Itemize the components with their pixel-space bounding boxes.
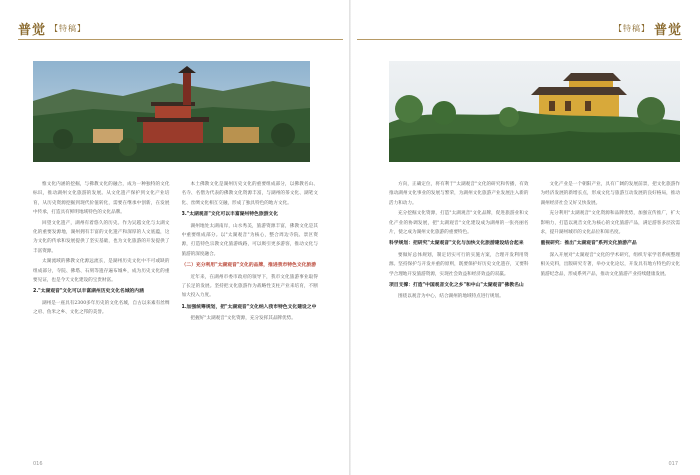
section-heading: 1.加强统筹规划，把"太湖观音"文化纳入我市特色文化建设之中 — [181, 304, 317, 310]
body-paragraph: 湖州是一座具有2300多年历史的文化名城，自古以来素有丝绸之府、鱼米之乡、文化之邦的美誉。 — [33, 300, 170, 316]
yellow-temple-image — [389, 61, 680, 162]
magazine-logo: 普觉 — [653, 22, 682, 38]
page-number: 017 — [668, 461, 678, 467]
body-paragraph: 回望文化遗产，湖州有着悠久的历史。作为吴越文化与太湖文化的重要发源地，湖州拥有丰富的文化遗产和深厚的人文底蕴，这为文化的传承和发展提供了坚实基础，也为文化旅游的开发提供了丰富资源。 — [33, 220, 170, 254]
body-paragraph: 要做好总体规划，制定切实可行的实施方案，合理开发利用资源。坚持保护与开发并重的原则，既要保护好历史文化遗存，又要科学合理地开发旅游资源，实现社会效益和经济效益的双赢。 — [389, 252, 529, 277]
left-text-columns — [33, 180, 318, 449]
body-paragraph: 本土佛教文化是湖州历史文化的重要组成部分，以佛教名山、名寺、名僧为代表的佛教文化资源丰富，与湖州的茶文化、湖笔文化、丝绸文化相互交融，形成了独具特色的地方文化。 — [181, 182, 318, 206]
page-header — [614, 20, 682, 36]
text-column-1 — [33, 180, 170, 449]
page-number: 016 — [33, 461, 43, 467]
text-column-1 — [389, 180, 529, 449]
body-paragraph: 湖州地处太湖南岸，山水秀美，旅游资源丰富，佛教文化是其中重要组成部分。以"太湖观音"为核心，整合周边寺院、景区资源，打造特色宗教文化旅游线路，可以吸引更多游客，推动文化与旅游的深度融合。 — [181, 223, 318, 257]
section-heading: 2."太湖观音"文化可以丰富湖州历史文化名城的内涵 — [33, 289, 144, 295]
body-paragraph: 把握好"太湖观音"文化资源，充分发挥其品牌优势。 — [190, 316, 296, 322]
right-text-columns — [389, 180, 680, 449]
section-heading: 项目支撑：打造"中国观音文化之乡"和中山"太湖观音"佛教名山 — [389, 283, 524, 289]
body-paragraph: 太湖流域的佛教文化源远流长，是湖州历史文化中不可或缺的组成部分，寺院、佛塔、石刻等遗存遍布城乡，成为历史文化的重要见证，也是今天文化建设的宝贵财富。 — [33, 259, 170, 284]
body-paragraph: 文化产业是一个朝阳产业，具有广阔的发展前景，把文化旅游作为经济发展的新增长点，形成文化与旅游互动发展的良好格局，推动湖州经济社会又好又快发展。 — [540, 182, 680, 206]
body-paragraph: 惟文化内涵的挖掘，与佛教文化的融合，成为一种独特的文化标识，推动湖州文化旅游的发展。从文化遗产保护到文化产业培育，从历史资源挖掘到现代价值转化，需要在继承中创新，在发展中传承，打造具有鲜明地域特色的文化品牌。 — [33, 182, 170, 216]
section-heading-red: （二）充分利用"太湖观音"文化的品牌，推进我市特色文化旅游 — [181, 263, 317, 269]
body-paragraph: 近年来，在湖州市委市政府的领导下，我市文化旅游事业取得了长足的发展。坚持把文化旅游作为战略性支柱产业来培育，不断加大投入力度。 — [181, 274, 318, 299]
yellow-temple-photo — [389, 61, 680, 162]
header-rule — [357, 39, 682, 40]
body-paragraph: 充分挖掘文化资源，打造"太湖观音"文化品牌，促进旅游业和文化产业的协调发展，把"太湖观音"文化建设成为湖州的一张亮丽名片，使之成为湖州文化旅游的重要特色。 — [389, 211, 529, 236]
left-page — [0, 0, 349, 475]
body-paragraph: 充分利用"太湖观音"文化资源和品牌优势，加强宣传推广，扩大影响力，打造以观音文化为核心的文化旅游产品，满足游客多层次需求，提升湖州城市的文化品位和知名度。 — [540, 211, 680, 236]
body-paragraph: 方向，正确定位，将有利于"太湖观音"文化的研究和传播，有效推动湖州文化事业的发展与繁荣，为湖州文化旅游产业发展注入新的活力和动力。 — [389, 182, 529, 206]
right-page — [351, 0, 700, 475]
text-column-2 — [541, 180, 681, 449]
pagoda-temple-photo — [33, 61, 310, 162]
section-heading: 3."太湖观音"文化可以丰富湖州特色旅游文化 — [181, 212, 279, 218]
section-label: 【特稿】 — [613, 23, 650, 33]
text-column-2 — [182, 180, 319, 449]
magazine-logo: 普觉 — [18, 22, 47, 38]
section-label: 【特稿】 — [50, 23, 87, 33]
section-heading: 科学规划：把研究"太湖观音"文化与加快文化旅游建设结合起来 — [389, 241, 524, 247]
page-header — [18, 20, 86, 36]
header-rule — [18, 39, 343, 40]
body-paragraph: 围绕以观音为中心，结合湖州的地域特点进行规划。 — [398, 294, 504, 300]
pagoda-temple-image — [33, 61, 310, 162]
body-paragraph: 深入开展对"太湖观音"文化的学术研究，组织专家学者系统整理相关史料，出版研究专著，举办文化论坛，开发具有地方特色的文化旅游纪念品，形成系列产品，推动文化旅游产业持续健康发展。 — [540, 252, 680, 277]
section-heading: 重视研究：推出"太湖观音"系列文化旅游产品 — [540, 241, 637, 247]
